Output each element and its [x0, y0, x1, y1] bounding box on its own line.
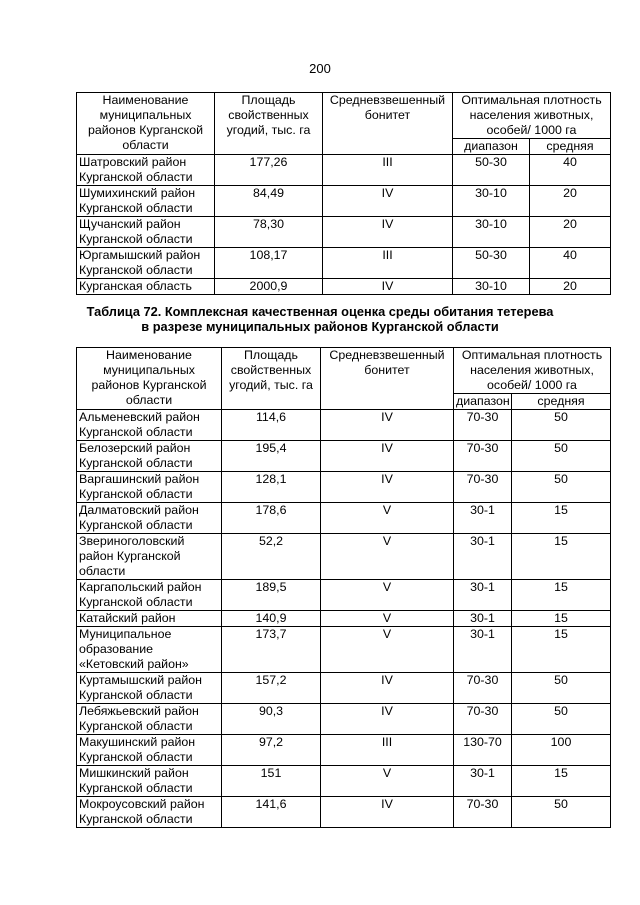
header-average: средняя: [512, 394, 611, 410]
header-area: Площадь свойственных угодий, тыс. га: [215, 93, 323, 155]
cell-area: 141,6: [222, 797, 321, 828]
cell-name: Куртамышский район Курганской области: [77, 673, 222, 704]
header-bonitet: Средневзвешенный бонитет: [321, 348, 454, 410]
cell-bonitet: IV: [321, 673, 454, 704]
header-bonitet: Средневзвешенный бонитет: [323, 93, 453, 155]
cell-average: 20: [530, 217, 611, 248]
cell-range: 30-1: [454, 503, 512, 534]
cell-bonitet: V: [321, 503, 454, 534]
cell-range: 70-30: [454, 704, 512, 735]
cell-name: Мокроусовский район Курганской области: [77, 797, 222, 828]
cell-area: 195,4: [222, 441, 321, 472]
cell-area: 108,17: [215, 248, 323, 279]
cell-average: 100: [512, 735, 611, 766]
table-row: [77, 735, 611, 766]
cell-name: Варгашинский район Курганской области: [77, 472, 222, 503]
cell-range: 30-1: [454, 611, 512, 627]
cell-bonitet: IV: [321, 410, 454, 441]
table-row: [77, 279, 611, 295]
cell-range: 50-30: [453, 248, 530, 279]
header-name: Наименование муниципальных районов Курганской области: [77, 348, 222, 410]
cell-name: Альменевский район Курганской области: [77, 410, 222, 441]
cell-average: 50: [512, 797, 611, 828]
habitat-table-continuation: [76, 92, 611, 295]
cell-area: 2000,9: [215, 279, 323, 295]
table-row: [77, 704, 611, 735]
cell-name: Катайский район: [77, 611, 222, 627]
cell-area: 178,6: [222, 503, 321, 534]
cell-average: 50: [512, 673, 611, 704]
cell-area: 151: [222, 766, 321, 797]
header-density: Оптимальная плотность населения животных, особей/ 1000 га: [454, 348, 611, 394]
cell-range: 70-30: [454, 441, 512, 472]
cell-range: 30-10: [453, 217, 530, 248]
cell-name: Макушинский район Курганской области: [77, 735, 222, 766]
table-row: [77, 155, 611, 186]
cell-bonitet: IV: [323, 186, 453, 217]
cell-name: Звериноголовский район Курганской области: [77, 534, 222, 580]
cell-average: 40: [530, 248, 611, 279]
cell-bonitet: V: [321, 627, 454, 673]
cell-bonitet: V: [321, 580, 454, 611]
cell-range: 30-1: [454, 580, 512, 611]
cell-range: 50-30: [453, 155, 530, 186]
cell-name: Шумихинский район Курганской области: [77, 186, 215, 217]
table-row: [77, 580, 611, 611]
cell-area: 189,5: [222, 580, 321, 611]
cell-area: 78,30: [215, 217, 323, 248]
cell-area: 84,49: [215, 186, 323, 217]
cell-bonitet: V: [321, 766, 454, 797]
header-area: Площадь свойственных угодий, тыс. га: [222, 348, 321, 410]
table-body: [77, 410, 611, 828]
table-row: [77, 503, 611, 534]
cell-bonitet: III: [323, 248, 453, 279]
cell-average: 20: [530, 279, 611, 295]
cell-name: Далматовский район Курганской области: [77, 503, 222, 534]
cell-range: 30-1: [454, 766, 512, 797]
cell-range: 70-30: [454, 410, 512, 441]
caption-line-2: в разрезе муниципальных районов Курганской области: [141, 319, 499, 334]
header-density: Оптимальная плотность населения животных, особей/ 1000 га: [453, 93, 611, 139]
cell-bonitet: III: [321, 735, 454, 766]
cell-name: Шатровский район Курганской области: [77, 155, 215, 186]
cell-bonitet: V: [321, 534, 454, 580]
page-number: 200: [309, 61, 331, 76]
cell-range: 30-10: [453, 279, 530, 295]
header-average: средняя: [530, 139, 611, 155]
cell-average: 50: [512, 441, 611, 472]
table-row: [77, 248, 611, 279]
table-row: [77, 472, 611, 503]
cell-area: 97,2: [222, 735, 321, 766]
cell-range: 30-1: [454, 534, 512, 580]
cell-average: 15: [512, 766, 611, 797]
cell-area: 52,2: [222, 534, 321, 580]
cell-name: Юргамышский район Курганской области: [77, 248, 215, 279]
table-row: [77, 611, 611, 627]
cell-area: 173,7: [222, 627, 321, 673]
habitat-table-72: [76, 347, 611, 828]
cell-name: Белозерский район Курганской области: [77, 441, 222, 472]
cell-average: 20: [530, 186, 611, 217]
cell-area: 177,26: [215, 155, 323, 186]
table-row: [77, 766, 611, 797]
header-name: Наименование муниципальных районов Курганской области: [77, 93, 215, 155]
cell-average: 15: [512, 503, 611, 534]
cell-range: 30-10: [453, 186, 530, 217]
table-row: [77, 627, 611, 673]
cell-name: Щучанский район Курганской области: [77, 217, 215, 248]
table-row: [77, 673, 611, 704]
table-row: [77, 797, 611, 828]
cell-name: Каргапольский район Курганской области: [77, 580, 222, 611]
cell-bonitet: V: [321, 611, 454, 627]
table-row: [77, 217, 611, 248]
cell-area: 128,1: [222, 472, 321, 503]
cell-name: Муниципальное образование «Кетовский район»: [77, 627, 222, 673]
cell-bonitet: IV: [321, 441, 454, 472]
cell-range: 70-30: [454, 797, 512, 828]
cell-area: 114,6: [222, 410, 321, 441]
cell-bonitet: III: [323, 155, 453, 186]
table-row: [77, 441, 611, 472]
cell-name: Курганская область: [77, 279, 215, 295]
cell-bonitet: IV: [321, 472, 454, 503]
cell-range: 70-30: [454, 472, 512, 503]
header-range: диапазон: [453, 139, 530, 155]
cell-average: 50: [512, 472, 611, 503]
cell-average: 15: [512, 627, 611, 673]
cell-average: 50: [512, 704, 611, 735]
cell-area: 90,3: [222, 704, 321, 735]
table-body: [77, 155, 611, 295]
caption-line-1: Таблица 72. Комплексная качественная оценка среды обитания тетерева: [86, 304, 554, 319]
table-row: [77, 410, 611, 441]
cell-name: Мишкинский район Курганской области: [77, 766, 222, 797]
cell-average: 40: [530, 155, 611, 186]
cell-average: 15: [512, 534, 611, 580]
cell-area: 157,2: [222, 673, 321, 704]
table-row: [77, 534, 611, 580]
header-range: диапазон: [454, 394, 512, 410]
cell-bonitet: IV: [323, 279, 453, 295]
cell-average: 15: [512, 580, 611, 611]
cell-range: 30-1: [454, 627, 512, 673]
cell-bonitet: IV: [323, 217, 453, 248]
cell-name: Лебяжьевский район Курганской области: [77, 704, 222, 735]
cell-area: 140,9: [222, 611, 321, 627]
cell-bonitet: IV: [321, 797, 454, 828]
cell-average: 50: [512, 410, 611, 441]
cell-bonitet: IV: [321, 704, 454, 735]
table-row: [77, 186, 611, 217]
table-caption: [0, 304, 640, 334]
cell-range: 130-70: [454, 735, 512, 766]
cell-range: 70-30: [454, 673, 512, 704]
cell-average: 15: [512, 611, 611, 627]
